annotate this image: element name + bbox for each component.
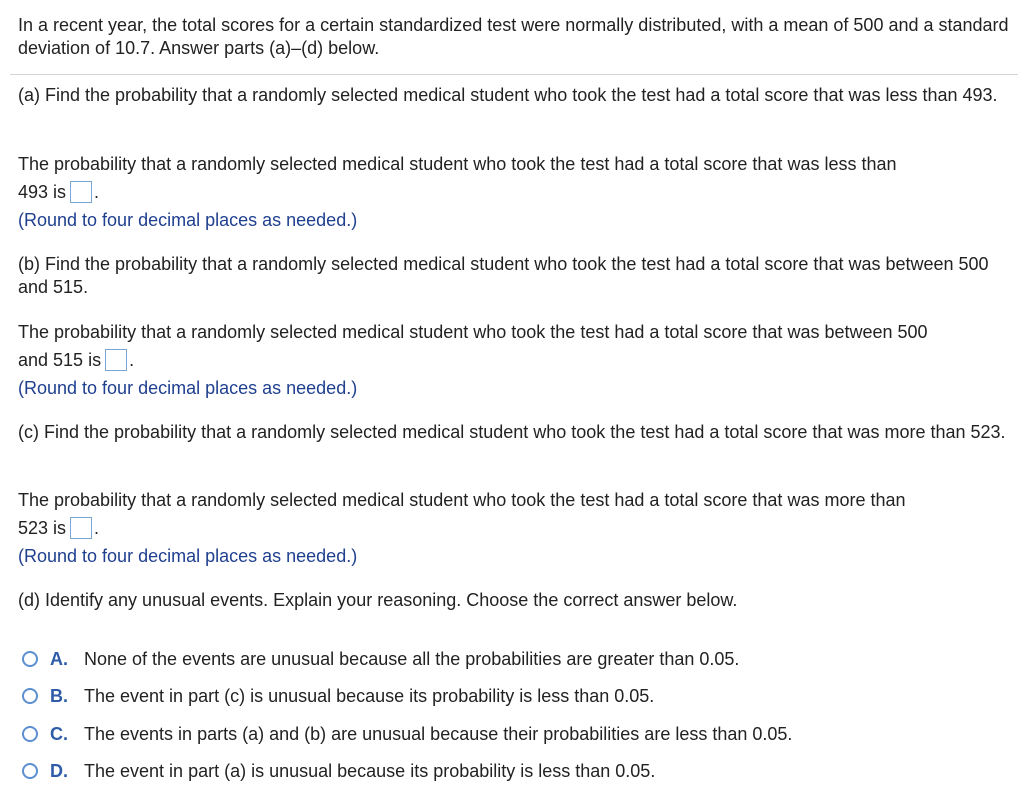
part-b-answer-text-line2: and 515 is: [18, 350, 102, 370]
choice-c-text: The events in parts (a) and (b) are unusual because their probabilities are less than 0.05.: [84, 724, 793, 744]
choice-a-letter: A.: [50, 649, 68, 669]
radio-b[interactable]: [22, 688, 38, 704]
choice-c-letter: C.: [50, 724, 68, 744]
part-c-answer-text-line1: The probability that a randomly selected medical student who took the test had a total score that was more than: [18, 490, 906, 510]
part-a-question: (a) Find the probability that a randomly selected medical student who took the test had a total score that was less than 493.: [18, 85, 998, 105]
radio-c[interactable]: [22, 726, 38, 742]
choice-b-text: The event in part (c) is unusual because its probability is less than 0.05.: [84, 686, 655, 706]
part-b-answer-text-line1: The probability that a randomly selected medical student who took the test had a total score that was between 500: [18, 322, 928, 342]
part-b-round-hint: (Round to four decimal places as needed.): [18, 378, 358, 398]
part-a-answer-text-line2: 493 is: [18, 182, 67, 202]
choice-a-text: None of the events are unusual because all the probabilities are greater than 0.05.: [84, 649, 740, 669]
part-c-answer-input[interactable]: [70, 517, 92, 539]
part-a-round-hint: (Round to four decimal places as needed.): [18, 210, 358, 230]
part-d-question: (d) Identify any unusual events. Explain your reasoning. Choose the correct answer below.: [18, 590, 738, 610]
divider: [10, 74, 1018, 75]
choice-a[interactable]: [22, 646, 739, 672]
part-c-answer-period: .: [94, 518, 100, 538]
part-b-answer-period: .: [129, 350, 135, 370]
part-b-question: (b) Find the probability that a randomly selected medical student who took the test had a total score that was between 500 and 515.: [18, 254, 989, 297]
choice-d-text: The event in part (a) is unusual because its probability is less than 0.05.: [84, 761, 656, 781]
part-c-answer-text-line2: 523 is: [18, 518, 67, 538]
choice-d-letter: D.: [50, 761, 68, 781]
part-a-answer: [18, 150, 1018, 206]
radio-a[interactable]: [22, 651, 38, 667]
part-a-answer-text-line1: The probability that a randomly selected medical student who took the test had a total score that was less than: [18, 154, 897, 174]
choice-b-letter: B.: [50, 686, 68, 706]
problem-statement: In a recent year, the total scores for a certain standardized test were normally distributed, with a mean of 500 and a standard deviation of 10.7. Answer parts (a)–(d) below.: [18, 15, 1009, 58]
radio-d[interactable]: [22, 763, 38, 779]
choice-d[interactable]: [22, 758, 655, 784]
part-c-question: (c) Find the probability that a randomly selected medical student who took the test had a total score that was more than 523.: [18, 422, 1006, 442]
part-a-answer-period: .: [94, 182, 100, 202]
part-c-answer: [18, 486, 1018, 542]
part-c-round-hint: (Round to four decimal places as needed.): [18, 546, 358, 566]
choice-c[interactable]: [22, 721, 792, 747]
part-b-answer: [18, 318, 1018, 374]
part-a-answer-input[interactable]: [70, 181, 92, 203]
choice-b[interactable]: [22, 683, 654, 709]
part-b-answer-input[interactable]: [105, 349, 127, 371]
